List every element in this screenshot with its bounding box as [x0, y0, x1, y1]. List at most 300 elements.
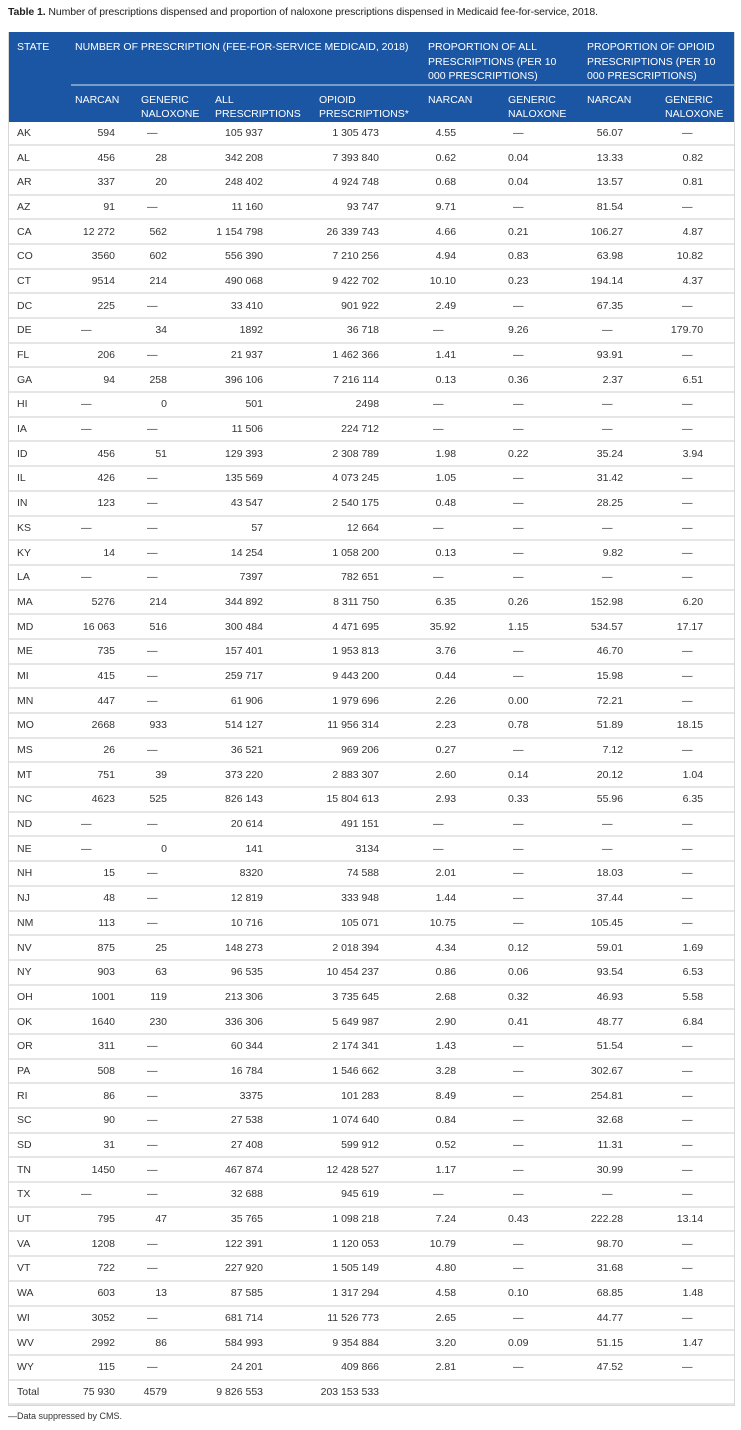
table-caption	[8, 6, 598, 18]
cell-state: GA	[9, 367, 71, 392]
header-group-number	[71, 32, 419, 85]
cell-state: NH	[9, 861, 71, 886]
cell-narcan: 225	[71, 293, 137, 318]
cell-prop-all-narcan: —	[419, 565, 501, 590]
cell-narcan: 337	[71, 170, 137, 195]
cell-all-prescriptions: 36 521	[211, 738, 311, 763]
cell-state: CO	[9, 244, 71, 269]
cell-prop-all-generic: 0.10	[501, 1281, 579, 1306]
table-row	[9, 639, 734, 664]
cell-narcan: 115	[71, 1355, 137, 1380]
cell-opioid-prescriptions: 74 588	[311, 861, 419, 886]
cell-prop-opioid-narcan: 534.57	[579, 614, 659, 639]
cell-all-prescriptions: 43 547	[211, 491, 311, 516]
cell-generic-naloxone: 20	[137, 170, 211, 195]
cell-state: WA	[9, 1281, 71, 1306]
table-row	[9, 886, 734, 911]
cell-narcan: 594	[71, 122, 137, 146]
table-row	[9, 861, 734, 886]
cell-prop-all-narcan: 2.23	[419, 713, 501, 738]
cell-prop-opioid-generic: —	[659, 122, 734, 146]
cell-prop-all-narcan: 4.94	[419, 244, 501, 269]
cell-generic-naloxone: 39	[137, 762, 211, 787]
cell-prop-opioid-generic: 1.04	[659, 762, 734, 787]
cell-prop-all-generic: —	[501, 466, 579, 491]
cell-generic-naloxone: 230	[137, 1009, 211, 1034]
cell-prop-all-generic: 0.83	[501, 244, 579, 269]
cell-generic-naloxone: —	[137, 861, 211, 886]
cell-prop-opioid-generic: 17.17	[659, 614, 734, 639]
table-row	[9, 244, 734, 269]
cell-narcan: 14	[71, 540, 137, 565]
cell-prop-opioid-narcan	[579, 1380, 659, 1405]
cell-prop-opioid-generic: —	[659, 293, 734, 318]
cell-prop-opioid-generic: —	[659, 417, 734, 442]
cell-prop-all-generic: —	[501, 1133, 579, 1158]
cell-narcan: —	[71, 318, 137, 343]
cell-prop-all-narcan: 35.92	[419, 614, 501, 639]
cell-prop-all-narcan: —	[419, 392, 501, 417]
cell-narcan: 91	[71, 195, 137, 220]
cell-all-prescriptions: 129 393	[211, 441, 311, 466]
cell-all-prescriptions: 467 874	[211, 1157, 311, 1182]
cell-prop-all-generic: —	[501, 491, 579, 516]
cell-prop-opioid-narcan: 51.54	[579, 1034, 659, 1059]
cell-prop-opioid-narcan: —	[579, 1182, 659, 1207]
cell-prop-all-generic: —	[501, 886, 579, 911]
cell-prop-all-generic: 0.23	[501, 269, 579, 294]
cell-prop-all-narcan: 1.05	[419, 466, 501, 491]
cell-narcan: 26	[71, 738, 137, 763]
cell-narcan: 456	[71, 441, 137, 466]
cell-opioid-prescriptions: 2 883 307	[311, 762, 419, 787]
table-row	[9, 1059, 734, 1084]
header-group-prop-opioid-label: PROPORTION OF OPIOID PRESCRIPTIONS (PER 10 000 PRESCRIPTIONS)	[587, 41, 716, 82]
cell-prop-all-generic: —	[501, 195, 579, 220]
cell-prop-opioid-generic: 4.87	[659, 219, 734, 244]
cell-prop-all-generic: —	[501, 1231, 579, 1256]
cell-prop-opioid-narcan: 302.67	[579, 1059, 659, 1084]
cell-prop-opioid-generic: 0.81	[659, 170, 734, 195]
cell-narcan: 75 930	[71, 1380, 137, 1405]
cell-narcan: 9514	[71, 269, 137, 294]
cell-state: ME	[9, 639, 71, 664]
cell-generic-naloxone: —	[137, 1083, 211, 1108]
cell-state: NY	[9, 960, 71, 985]
cell-all-prescriptions: 12 819	[211, 886, 311, 911]
table-row	[9, 960, 734, 985]
header-opioid-prescriptions: OPIOID PRESCRIPTIONS*	[311, 85, 419, 122]
cell-opioid-prescriptions: 26 339 743	[311, 219, 419, 244]
cell-prop-opioid-generic: —	[659, 343, 734, 368]
cell-prop-opioid-generic: 5.58	[659, 985, 734, 1010]
cell-state: MT	[9, 762, 71, 787]
cell-prop-all-generic: 0.33	[501, 787, 579, 812]
cell-prop-opioid-narcan: 37.44	[579, 886, 659, 911]
cell-narcan: 113	[71, 911, 137, 936]
cell-generic-naloxone: 258	[137, 367, 211, 392]
cell-state: WI	[9, 1306, 71, 1331]
cell-narcan: 31	[71, 1133, 137, 1158]
cell-prop-all-narcan: 1.98	[419, 441, 501, 466]
cell-prop-opioid-generic: —	[659, 1083, 734, 1108]
cell-state: IA	[9, 417, 71, 442]
cell-generic-naloxone: —	[137, 1034, 211, 1059]
table-row	[9, 1330, 734, 1355]
cell-prop-all-generic: —	[501, 122, 579, 146]
cell-prop-all-narcan: 2.93	[419, 787, 501, 812]
cell-all-prescriptions: 227 920	[211, 1256, 311, 1281]
cell-prop-opioid-generic: —	[659, 886, 734, 911]
cell-prop-all-narcan: 2.68	[419, 985, 501, 1010]
cell-prop-all-generic: —	[501, 1355, 579, 1380]
cell-all-prescriptions: 373 220	[211, 762, 311, 787]
cell-generic-naloxone: —	[137, 812, 211, 837]
cell-narcan: 206	[71, 343, 137, 368]
table-row	[9, 713, 734, 738]
cell-prop-opioid-narcan: 222.28	[579, 1207, 659, 1232]
cell-all-prescriptions: 259 717	[211, 664, 311, 689]
cell-prop-opioid-generic: —	[659, 1231, 734, 1256]
cell-all-prescriptions: 57	[211, 516, 311, 541]
cell-all-prescriptions: 826 143	[211, 787, 311, 812]
cell-narcan: 1450	[71, 1157, 137, 1182]
cell-generic-naloxone: —	[137, 122, 211, 146]
cell-prop-opioid-narcan: 11.31	[579, 1133, 659, 1158]
table-row	[9, 269, 734, 294]
cell-generic-naloxone: 214	[137, 269, 211, 294]
cell-prop-all-generic: 0.21	[501, 219, 579, 244]
cell-all-prescriptions: 336 306	[211, 1009, 311, 1034]
cell-narcan: 415	[71, 664, 137, 689]
cell-narcan: 16 063	[71, 614, 137, 639]
cell-narcan: —	[71, 836, 137, 861]
cell-prop-all-narcan: 7.24	[419, 1207, 501, 1232]
cell-generic-naloxone: 0	[137, 836, 211, 861]
cell-opioid-prescriptions: 105 071	[311, 911, 419, 936]
cell-prop-all-narcan: —	[419, 516, 501, 541]
cell-narcan: 94	[71, 367, 137, 392]
cell-generic-naloxone: —	[137, 1157, 211, 1182]
cell-generic-naloxone: —	[137, 1355, 211, 1380]
cell-prop-all-generic: —	[501, 516, 579, 541]
cell-narcan: 875	[71, 935, 137, 960]
header-prop-all-generic: GENERIC NALOXONE	[501, 85, 579, 122]
cell-generic-naloxone: 86	[137, 1330, 211, 1355]
cell-generic-naloxone: —	[137, 1108, 211, 1133]
cell-prop-all-narcan: —	[419, 1182, 501, 1207]
cell-generic-naloxone: 516	[137, 614, 211, 639]
table-row	[9, 343, 734, 368]
cell-prop-opioid-generic: —	[659, 1256, 734, 1281]
cell-prop-opioid-generic: 18.15	[659, 713, 734, 738]
cell-prop-all-generic: 0.78	[501, 713, 579, 738]
cell-prop-opioid-generic: 1.48	[659, 1281, 734, 1306]
cell-opioid-prescriptions: 11 956 314	[311, 713, 419, 738]
cell-state: TN	[9, 1157, 71, 1182]
cell-opioid-prescriptions: 1 120 053	[311, 1231, 419, 1256]
cell-prop-all-narcan: 4.58	[419, 1281, 501, 1306]
table-row	[9, 1207, 734, 1232]
cell-prop-all-generic: 0.43	[501, 1207, 579, 1232]
table-row	[9, 1133, 734, 1158]
cell-prop-opioid-generic: —	[659, 688, 734, 713]
total-row	[9, 1380, 734, 1405]
cell-prop-opioid-narcan: 15.98	[579, 664, 659, 689]
table-body	[9, 122, 734, 1405]
table-row	[9, 540, 734, 565]
cell-opioid-prescriptions: 1 058 200	[311, 540, 419, 565]
cell-narcan: —	[71, 417, 137, 442]
cell-prop-opioid-narcan: 28.25	[579, 491, 659, 516]
cell-narcan: —	[71, 392, 137, 417]
cell-state: NM	[9, 911, 71, 936]
cell-narcan: 4623	[71, 787, 137, 812]
cell-prop-opioid-generic: 6.84	[659, 1009, 734, 1034]
header-group-prop-opioid	[579, 32, 734, 85]
cell-opioid-prescriptions: 9 354 884	[311, 1330, 419, 1355]
cell-narcan: 722	[71, 1256, 137, 1281]
cell-narcan: —	[71, 812, 137, 837]
cell-prop-all-generic: —	[501, 861, 579, 886]
cell-prop-opioid-narcan: 7.12	[579, 738, 659, 763]
cell-opioid-prescriptions: 409 866	[311, 1355, 419, 1380]
cell-opioid-prescriptions: 8 311 750	[311, 590, 419, 615]
table-row	[9, 1281, 734, 1306]
cell-narcan: —	[71, 1182, 137, 1207]
cell-prop-opioid-generic: —	[659, 195, 734, 220]
cell-prop-all-generic: 0.12	[501, 935, 579, 960]
cell-prop-all-narcan: 2.65	[419, 1306, 501, 1331]
cell-prop-opioid-generic: —	[659, 392, 734, 417]
cell-generic-naloxone: —	[137, 195, 211, 220]
cell-state: ID	[9, 441, 71, 466]
cell-prop-opioid-narcan: 20.12	[579, 762, 659, 787]
cell-prop-opioid-generic: —	[659, 861, 734, 886]
table-row	[9, 1182, 734, 1207]
cell-narcan: 90	[71, 1108, 137, 1133]
cell-all-prescriptions: 1 154 798	[211, 219, 311, 244]
cell-all-prescriptions: 490 068	[211, 269, 311, 294]
cell-prop-all-narcan: 4.55	[419, 122, 501, 146]
cell-all-prescriptions: 556 390	[211, 244, 311, 269]
cell-opioid-prescriptions: 101 283	[311, 1083, 419, 1108]
cell-all-prescriptions: 501	[211, 392, 311, 417]
header-prop-opioid-generic: GENERIC NALOXONE	[659, 85, 734, 122]
cell-all-prescriptions: 11 506	[211, 417, 311, 442]
cell-prop-opioid-narcan: —	[579, 392, 659, 417]
cell-prop-opioid-narcan: 194.14	[579, 269, 659, 294]
cell-prop-opioid-narcan: 59.01	[579, 935, 659, 960]
cell-prop-opioid-narcan: 47.52	[579, 1355, 659, 1380]
cell-prop-opioid-generic: —	[659, 1355, 734, 1380]
cell-prop-opioid-generic: 6.20	[659, 590, 734, 615]
cell-state: DE	[9, 318, 71, 343]
cell-narcan: 3052	[71, 1306, 137, 1331]
cell-opioid-prescriptions: 4 073 245	[311, 466, 419, 491]
cell-opioid-prescriptions: 1 317 294	[311, 1281, 419, 1306]
cell-prop-opioid-generic: 1.47	[659, 1330, 734, 1355]
cell-generic-naloxone: —	[137, 516, 211, 541]
cell-state: KS	[9, 516, 71, 541]
cell-opioid-prescriptions: 5 649 987	[311, 1009, 419, 1034]
cell-all-prescriptions: 61 906	[211, 688, 311, 713]
cell-generic-naloxone: —	[137, 886, 211, 911]
cell-prop-all-generic: 0.14	[501, 762, 579, 787]
table-row	[9, 1157, 734, 1182]
cell-prop-all-narcan: 2.60	[419, 762, 501, 787]
cell-prop-all-narcan: —	[419, 812, 501, 837]
header-group-number-label: NUMBER OF PRESCRIPTION (FEE-FOR-SERVICE MEDICAID, 2018)	[75, 41, 409, 53]
table-row	[9, 392, 734, 417]
cell-prop-all-generic: —	[501, 392, 579, 417]
table-row	[9, 195, 734, 220]
caption-text: Number of prescriptions dispensed and proportion of naloxone prescriptions dispensed in Medicaid fee-for-service, 2018.	[48, 6, 598, 18]
cell-prop-opioid-generic: 6.35	[659, 787, 734, 812]
cell-prop-all-narcan: 2.49	[419, 293, 501, 318]
cell-prop-opioid-narcan: —	[579, 516, 659, 541]
cell-all-prescriptions: 300 484	[211, 614, 311, 639]
table-row	[9, 122, 734, 146]
cell-prop-all-narcan: 0.52	[419, 1133, 501, 1158]
cell-all-prescriptions: 396 106	[211, 367, 311, 392]
cell-state: VA	[9, 1231, 71, 1256]
cell-state: NV	[9, 935, 71, 960]
cell-prop-all-narcan: 0.44	[419, 664, 501, 689]
cell-opioid-prescriptions: 1 505 149	[311, 1256, 419, 1281]
cell-all-prescriptions: 584 993	[211, 1330, 311, 1355]
table-row	[9, 911, 734, 936]
cell-prop-all-generic: 1.15	[501, 614, 579, 639]
table-row	[9, 170, 734, 195]
cell-opioid-prescriptions: 12 664	[311, 516, 419, 541]
cell-state: AL	[9, 145, 71, 170]
table-row	[9, 688, 734, 713]
cell-generic-naloxone: —	[137, 565, 211, 590]
cell-prop-opioid-narcan: 254.81	[579, 1083, 659, 1108]
cell-prop-all-generic: —	[501, 639, 579, 664]
cell-state: TX	[9, 1182, 71, 1207]
table-row	[9, 836, 734, 861]
cell-prop-all-generic: —	[501, 1034, 579, 1059]
cell-prop-opioid-narcan: 2.37	[579, 367, 659, 392]
cell-prop-all-generic: —	[501, 417, 579, 442]
cell-state: NC	[9, 787, 71, 812]
cell-all-prescriptions: 7397	[211, 565, 311, 590]
table-row	[9, 614, 734, 639]
cell-opioid-prescriptions: 2 174 341	[311, 1034, 419, 1059]
cell-opioid-prescriptions: 3134	[311, 836, 419, 861]
cell-narcan: 903	[71, 960, 137, 985]
cell-prop-opioid-generic: —	[659, 516, 734, 541]
cell-generic-naloxone: —	[137, 540, 211, 565]
cell-opioid-prescriptions: 10 454 237	[311, 960, 419, 985]
cell-narcan: 86	[71, 1083, 137, 1108]
cell-prop-opioid-generic: 6.51	[659, 367, 734, 392]
cell-prop-opioid-narcan: 56.07	[579, 122, 659, 146]
header-prop-opioid-narcan: NARCAN	[579, 85, 659, 122]
cell-prop-opioid-generic: 10.82	[659, 244, 734, 269]
cell-all-prescriptions: 27 538	[211, 1108, 311, 1133]
table-row	[9, 1108, 734, 1133]
cell-opioid-prescriptions: 11 526 773	[311, 1306, 419, 1331]
cell-opioid-prescriptions: 945 619	[311, 1182, 419, 1207]
cell-state: KY	[9, 540, 71, 565]
cell-prop-all-generic: —	[501, 1108, 579, 1133]
cell-prop-all-narcan	[419, 1380, 501, 1405]
cell-prop-opioid-narcan: 32.68	[579, 1108, 659, 1133]
cell-all-prescriptions: 14 254	[211, 540, 311, 565]
cell-prop-opioid-narcan: 152.98	[579, 590, 659, 615]
cell-prop-all-narcan: —	[419, 836, 501, 861]
cell-prop-opioid-generic: —	[659, 565, 734, 590]
cell-prop-opioid-narcan: 93.91	[579, 343, 659, 368]
cell-prop-opioid-narcan: 31.42	[579, 466, 659, 491]
cell-prop-opioid-narcan: 67.35	[579, 293, 659, 318]
cell-prop-all-generic: 0.00	[501, 688, 579, 713]
cell-prop-opioid-narcan: 63.98	[579, 244, 659, 269]
cell-narcan: 1001	[71, 985, 137, 1010]
cell-opioid-prescriptions: 7 210 256	[311, 244, 419, 269]
cell-prop-all-narcan: 2.01	[419, 861, 501, 886]
cell-prop-all-narcan: 0.13	[419, 540, 501, 565]
table-row	[9, 1009, 734, 1034]
header-all-prescriptions: ALL PRESCRIPTIONS	[211, 85, 311, 122]
cell-prop-opioid-generic: 4.37	[659, 269, 734, 294]
cell-opioid-prescriptions: 1 953 813	[311, 639, 419, 664]
cell-all-prescriptions: 342 208	[211, 145, 311, 170]
table-row	[9, 1355, 734, 1380]
cell-prop-all-narcan: 1.43	[419, 1034, 501, 1059]
cell-all-prescriptions: 681 714	[211, 1306, 311, 1331]
cell-narcan: 603	[71, 1281, 137, 1306]
cell-prop-all-generic: —	[501, 1182, 579, 1207]
cell-prop-opioid-generic: —	[659, 1108, 734, 1133]
cell-prop-all-narcan: 0.62	[419, 145, 501, 170]
cell-prop-opioid-narcan: 44.77	[579, 1306, 659, 1331]
cell-prop-all-narcan: 3.20	[419, 1330, 501, 1355]
cell-prop-all-narcan: —	[419, 417, 501, 442]
cell-prop-opioid-generic: —	[659, 738, 734, 763]
cell-all-prescriptions: 24 201	[211, 1355, 311, 1380]
cell-prop-all-narcan: 0.86	[419, 960, 501, 985]
cell-prop-opioid-narcan: —	[579, 417, 659, 442]
cell-prop-all-narcan: 0.48	[419, 491, 501, 516]
cell-generic-naloxone: 63	[137, 960, 211, 985]
cell-generic-naloxone: 0	[137, 392, 211, 417]
cell-prop-opioid-narcan: 13.57	[579, 170, 659, 195]
table-row	[9, 985, 734, 1010]
cell-prop-opioid-narcan: 81.54	[579, 195, 659, 220]
header-state: STATE	[9, 32, 71, 122]
cell-opioid-prescriptions: 1 074 640	[311, 1108, 419, 1133]
cell-generic-naloxone: 51	[137, 441, 211, 466]
cell-opioid-prescriptions: 7 216 114	[311, 367, 419, 392]
cell-all-prescriptions: 20 614	[211, 812, 311, 837]
cell-all-prescriptions: 21 937	[211, 343, 311, 368]
cell-prop-all-generic: 0.36	[501, 367, 579, 392]
cell-generic-naloxone: 25	[137, 935, 211, 960]
cell-all-prescriptions: 122 391	[211, 1231, 311, 1256]
cell-all-prescriptions: 157 401	[211, 639, 311, 664]
cell-prop-all-generic: 9.26	[501, 318, 579, 343]
cell-prop-opioid-generic: —	[659, 1034, 734, 1059]
prescriptions-table	[8, 32, 735, 1406]
cell-prop-opioid-generic: —	[659, 1306, 734, 1331]
cell-prop-opioid-generic: 1.69	[659, 935, 734, 960]
cell-prop-all-narcan: 10.10	[419, 269, 501, 294]
cell-state: LA	[9, 565, 71, 590]
